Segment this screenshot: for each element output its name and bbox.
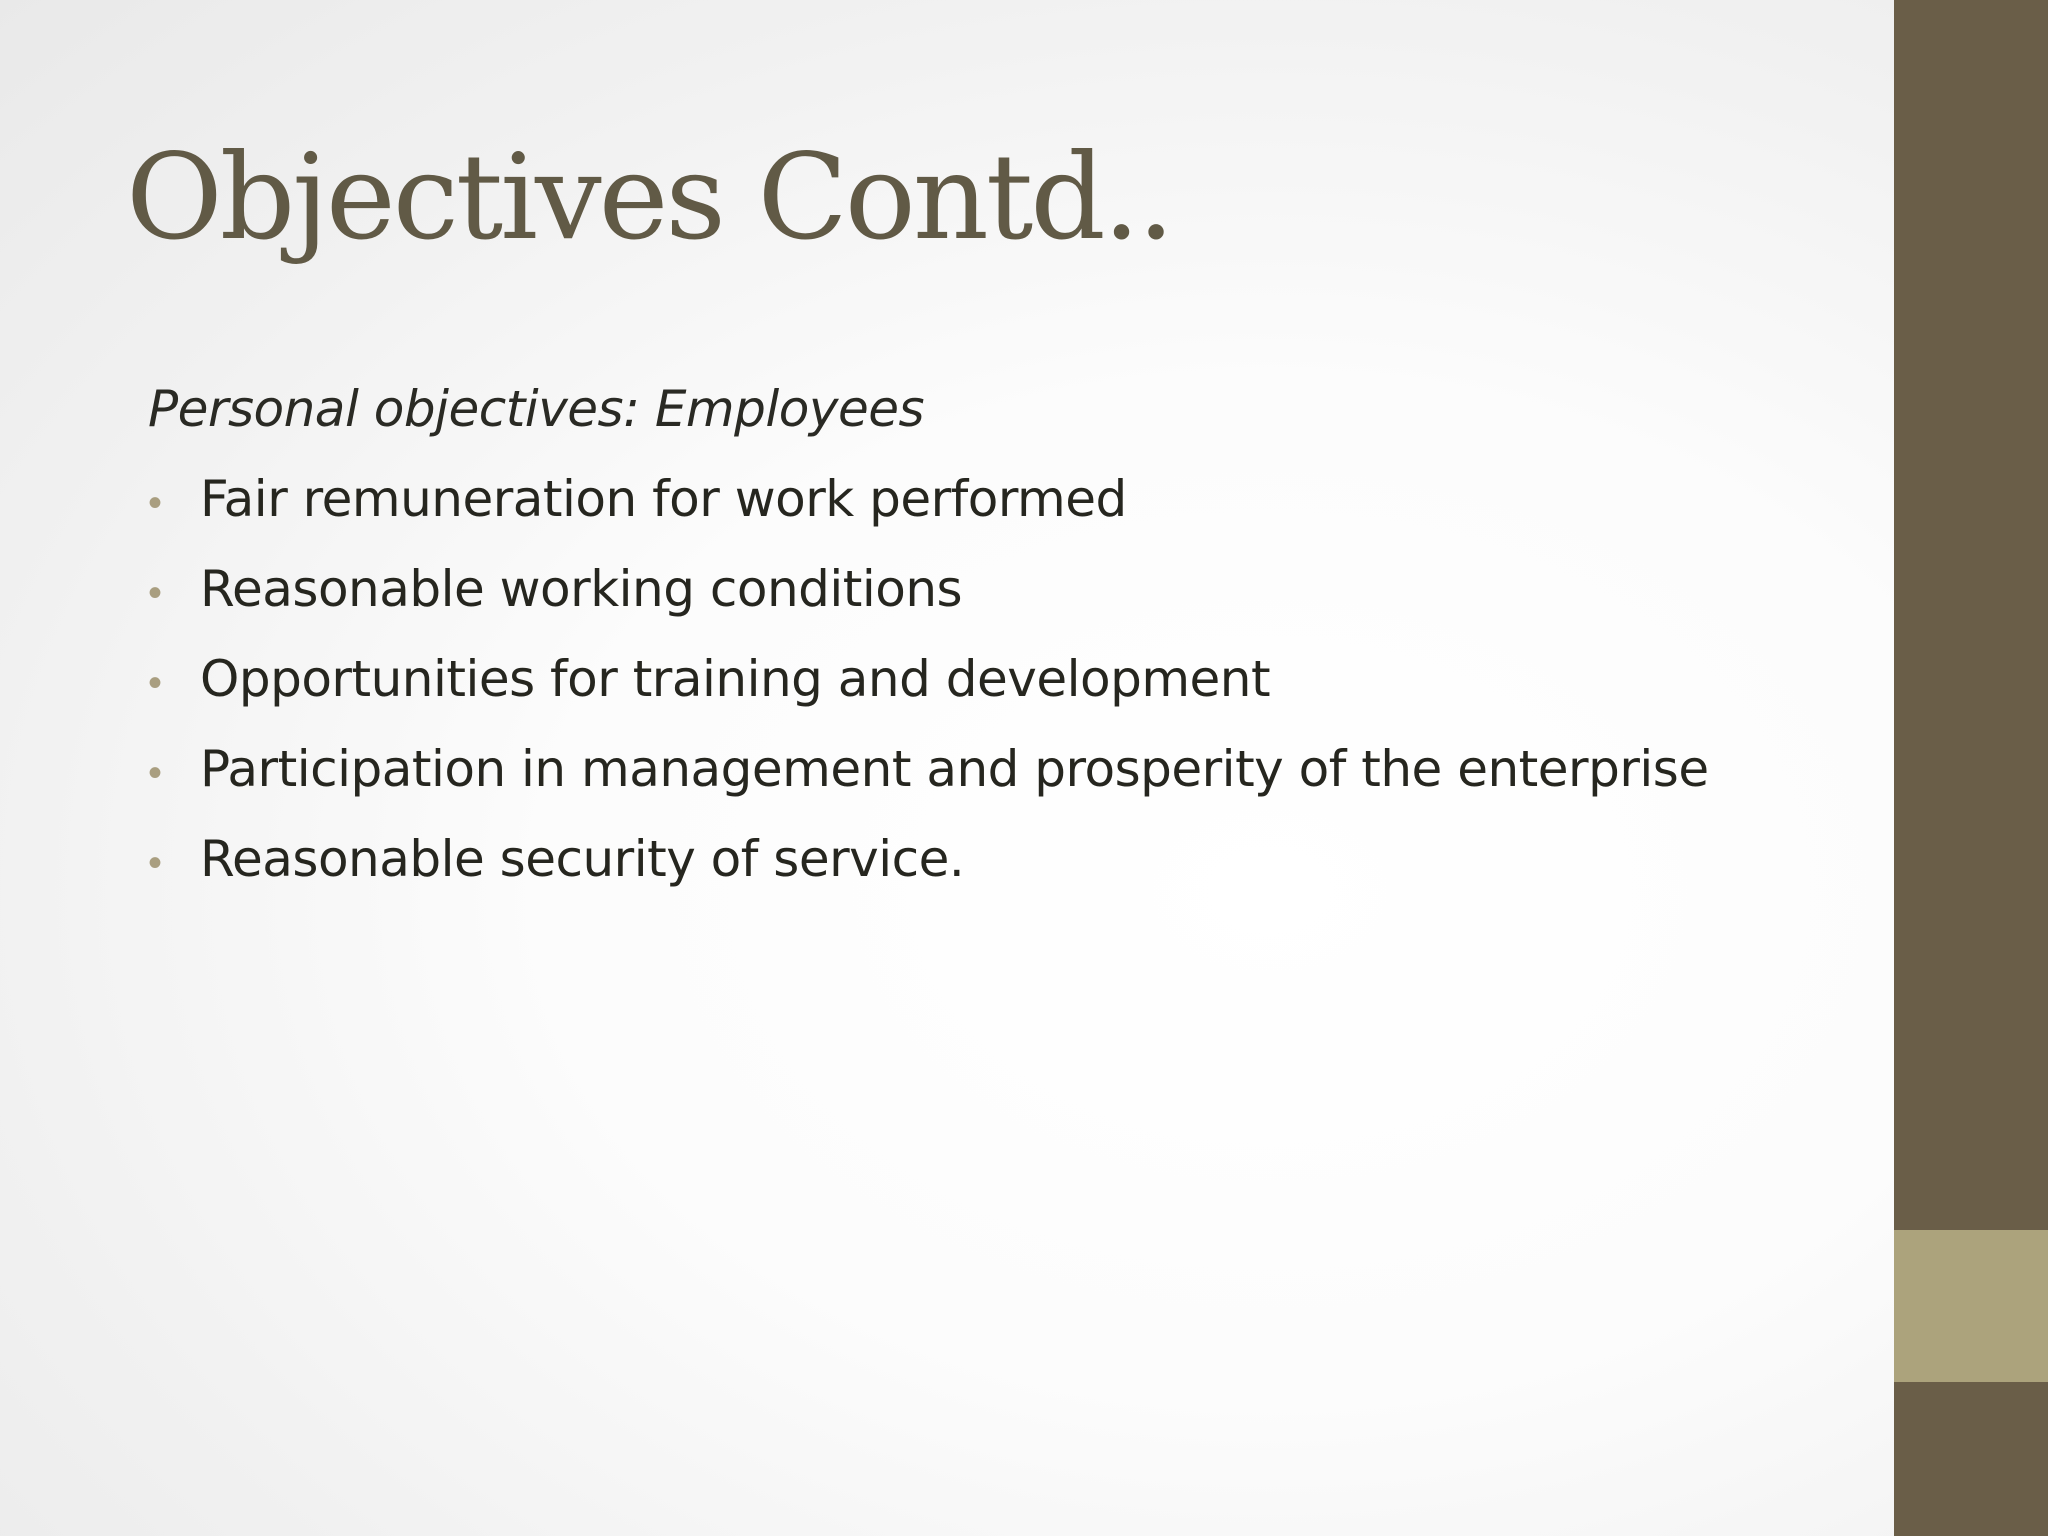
bullet-dot-icon: • xyxy=(148,841,163,885)
bullet-item xyxy=(148,734,1848,824)
bullet-text: Participation in management and prosperity of the enterprise xyxy=(200,740,1709,798)
slide-content xyxy=(148,374,1848,914)
bullet-list xyxy=(148,464,1848,914)
bullet-dot-icon: • xyxy=(148,751,163,795)
bullet-dot-icon: • xyxy=(148,661,163,705)
bullet-text: Reasonable security of service. xyxy=(200,830,965,888)
bullet-dot-icon: • xyxy=(148,571,163,615)
section-subtitle: Personal objectives: Employees xyxy=(148,380,925,438)
bullet-text: Fair remuneration for work performed xyxy=(200,470,1127,528)
bullet-item xyxy=(148,464,1848,554)
bullet-item xyxy=(148,554,1848,644)
slide-title: Objectives Contd.. xyxy=(126,128,1172,266)
side-accent-decoration xyxy=(1894,1230,2048,1382)
bullet-item xyxy=(148,824,1848,914)
bullet-text: Reasonable working conditions xyxy=(200,560,963,618)
bullet-text: Opportunities for training and development xyxy=(200,650,1271,708)
bullet-dot-icon: • xyxy=(148,481,163,525)
bullet-item xyxy=(148,644,1848,734)
